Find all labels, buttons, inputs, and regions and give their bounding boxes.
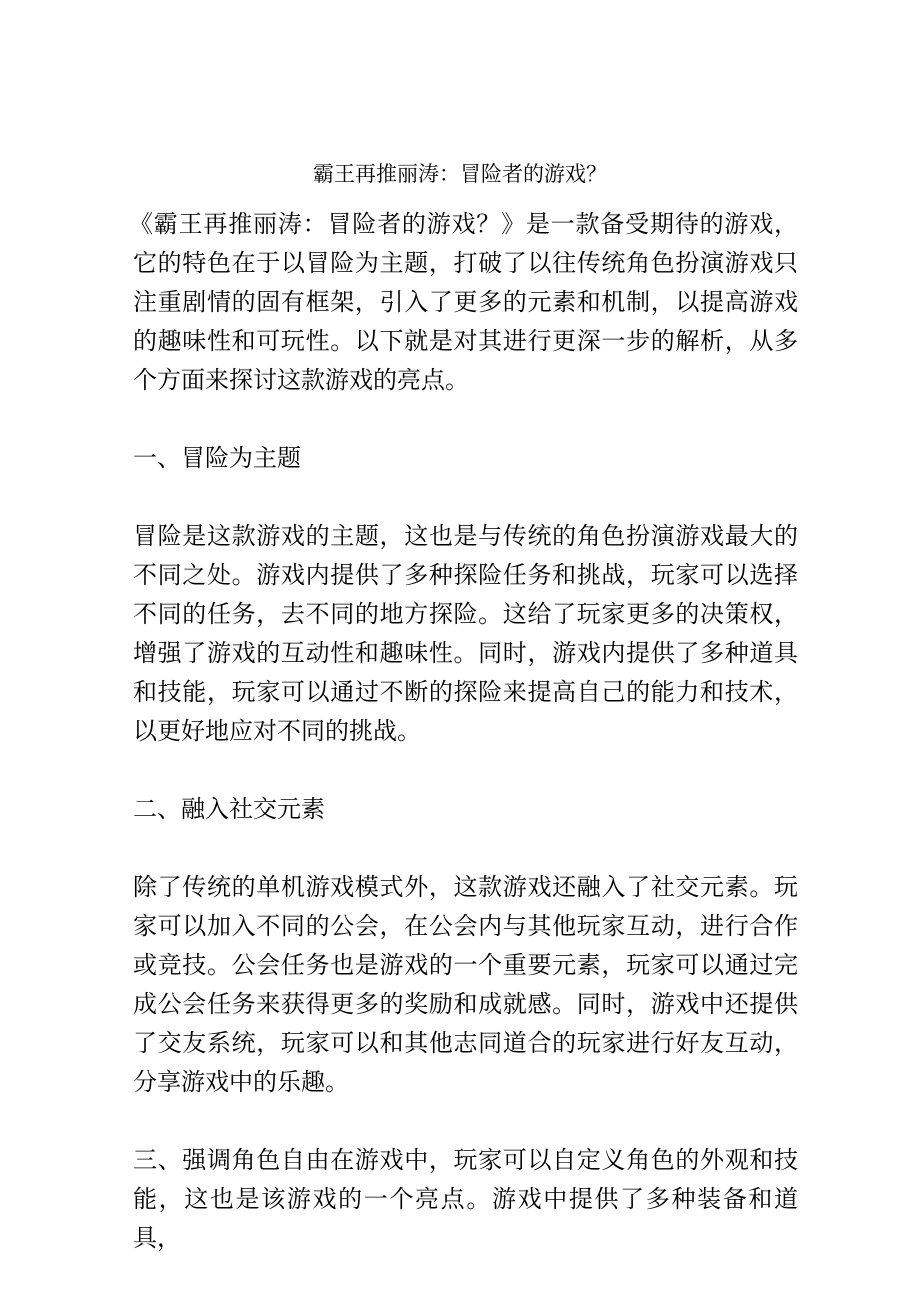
paragraph-gap: [133, 1102, 798, 1141]
intro-paragraph: 《霸王再推丽涛：冒险者的游戏？》是一款备受期待的游戏，它的特色在于以冒险为主题，打破了以往传统角色扮演游戏只注重剧情的固有框架，引入了更多的元素和机制，以提高游戏的趣味性和可玩性。以下就是对其进行更深一步的解析，从多个方面来探讨这款游戏的亮点。: [129, 210, 798, 394]
paragraph-gap: [133, 400, 798, 439]
section-heading-social: 二、融入社交元素: [133, 795, 325, 823]
paragraph-gap: [133, 478, 798, 517]
section-body-adventure: 冒险是这款游戏的主题，这也是与传统的角色扮演游戏最大的不同之处。游戏内提供了多种探险任务和挑战，玩家可以选择不同的任务，去不同的地方探险。这给了玩家更多的决策权，增强了游戏的互动性和趣味性。同时，游戏内提供了多种道具和技能，玩家可以通过不断的探险来提高自己的能力和技术，以更好地应对不同的挑战。: [133, 522, 798, 745]
section-body-character-freedom: 三、强调角色自由在游戏中，玩家可以自定义角色的外观和技能，这也是该游戏的一个亮点。游戏中提供了多种装备和道具，: [133, 1146, 798, 1252]
paragraph-gap: [133, 751, 798, 790]
paragraph-gap: [133, 829, 798, 868]
section-body-social: 除了传统的单机游戏模式外，这款游戏还融入了社交元素。玩家可以加入不同的公会，在公会内与其他玩家互动，进行合作或竞技。公会任务也是游戏的一个重要元素，玩家可以通过完成公会任务来获得更多的奖励和成就感。同时，游戏中还提供了交友系统，玩家可以和其他志同道合的玩家进行好友互动，分享游戏中的乐趣。: [133, 873, 798, 1096]
section-heading-adventure: 一、冒险为主题: [133, 444, 301, 472]
document-title: 霸王再推丽涛：冒险者的游戏？: [313, 162, 607, 186]
document-content: [129, 205, 798, 1258]
